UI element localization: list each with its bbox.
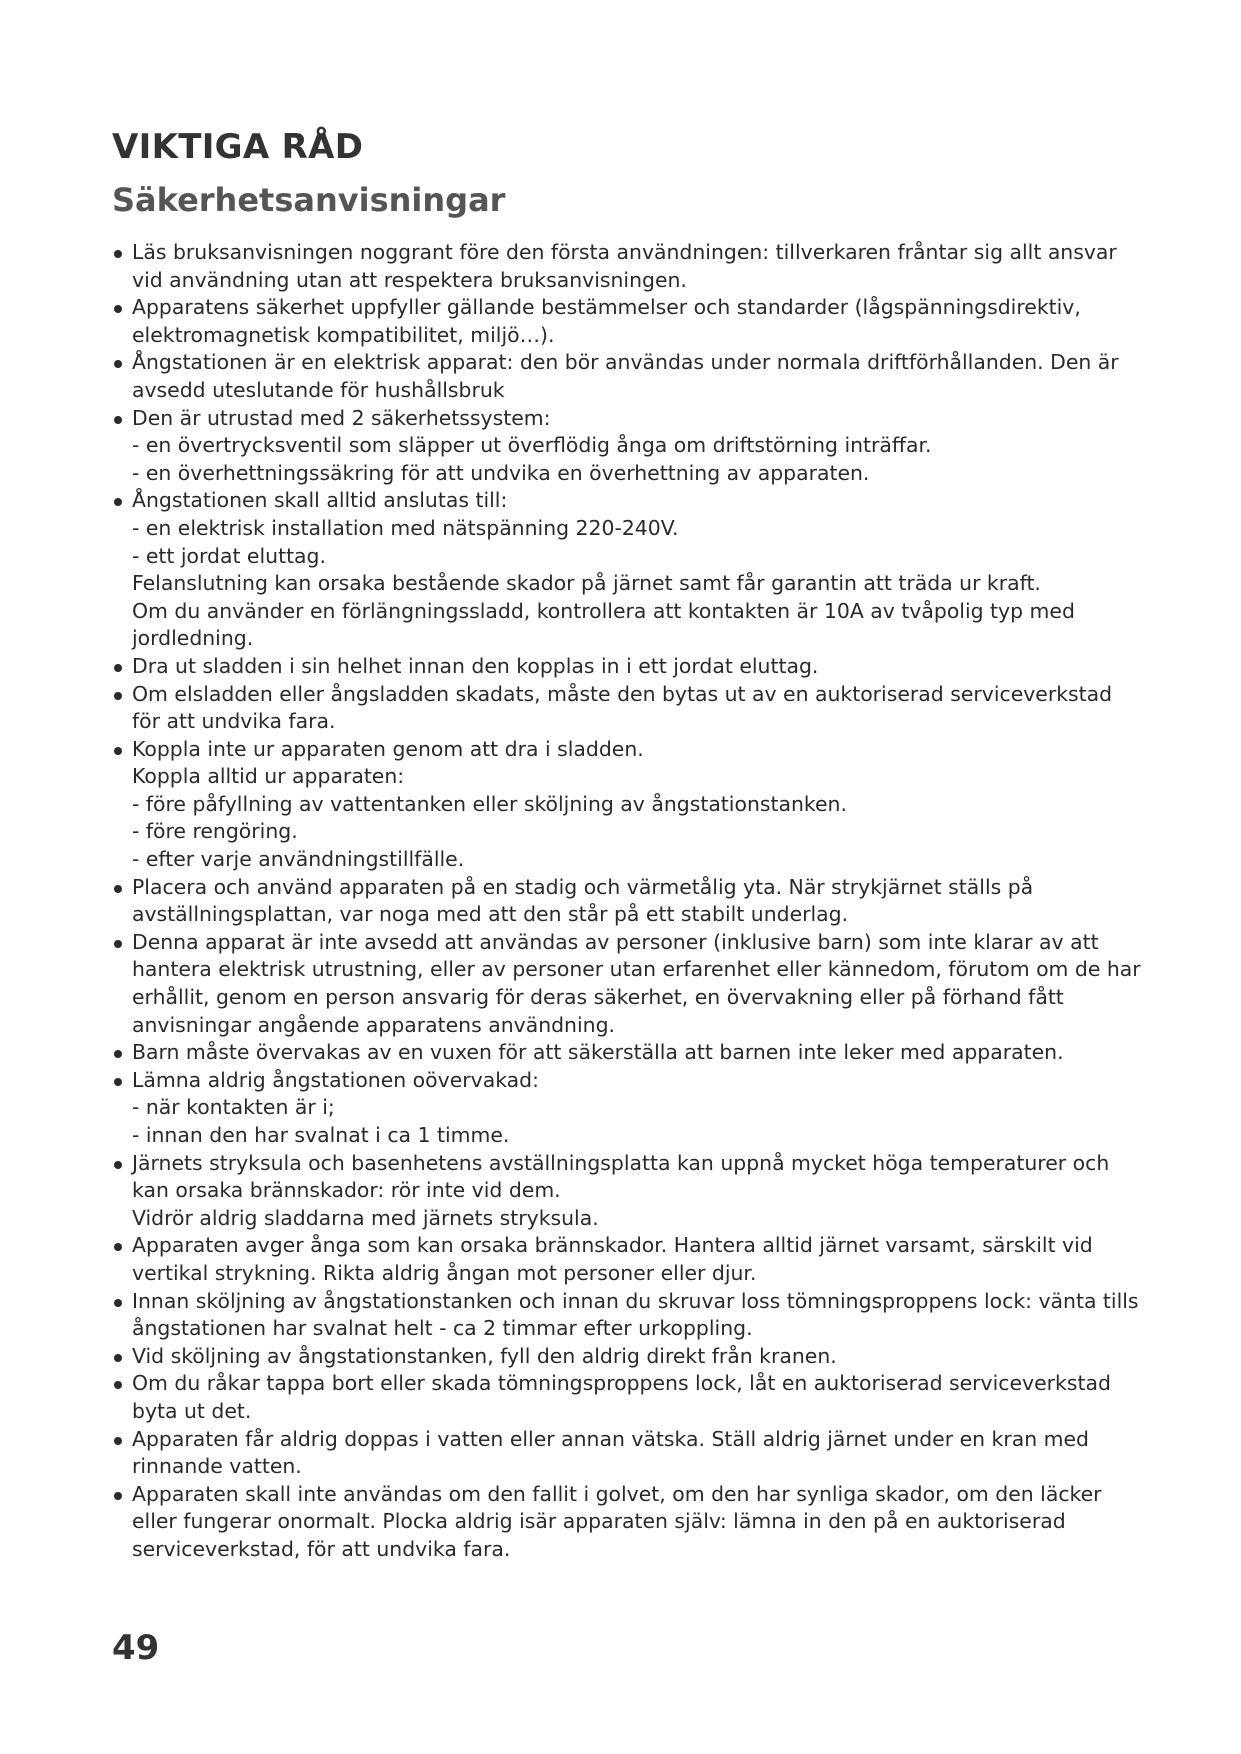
bullet-icon (114, 1161, 122, 1169)
bullet-icon (114, 1354, 122, 1362)
bullet-icon (114, 940, 122, 948)
list-item (112, 1343, 1142, 1371)
list-item-text: Ångstationen är en elektrisk apparat: den bör användas under normala driftförhållanden. Den är avsedd uteslutande för hushållsbruk (132, 350, 1119, 402)
list-item-text: Denna apparat är inte avsedd att användas av personer (inklusive barn) som inte klarar av att hantera elektrisk utrustning, eller av personer utan erfarenhet eller kännedom, förutom om de har erhållit, genom en person ansvarig för deras säkerhet, en övervakning eller på förhand fått anvisningar angående apparatens användning. (132, 929, 1141, 1037)
list-item-text: Järnets stryksula och basenhetens avställningsplatta kan uppnå mycket höga temperaturer och kan orsaka brännskador: rör inte vid dem. (132, 1150, 1110, 1203)
bullet-icon (114, 360, 122, 368)
list-item-text: - en övertrycksventil som släpper ut överflödig ånga om driftstörning inträffar. (132, 433, 932, 458)
list-item (112, 1426, 1142, 1481)
list-item-text: Om du råkar tappa bort eller skada tömningsproppens lock, låt en auktoriserad serviceverkstad byta ut det. (132, 1371, 1111, 1423)
bullet-icon (114, 1078, 122, 1086)
list-item-text: Läs bruksanvisningen noggrant före den första användningen: tillverkaren fråntar sig allt ansvar vid användning utan att respektera bruksanvisningen. (132, 240, 1117, 292)
list-item-text: Innan sköljning av ångstationstanken och innan du skruvar loss tömningsproppens lock: vänta tills ångstationen har svalnat helt - ca 2 timmar efter urkoppling. (132, 1288, 1139, 1341)
list-item-text: Barn måste övervakas av en vuxen för att säkerställa att barnen inte leker med apparaten. (132, 1040, 1064, 1065)
list-item-text: - en överhettningssäkring för att undvika en överhettning av apparaten. (132, 460, 870, 485)
list-item (112, 1039, 1142, 1067)
list-item-text: Vidrör aldrig sladdarna med järnets stryksula. (132, 1205, 599, 1230)
list-item (112, 653, 1142, 681)
list-item-text: Apparaten får aldrig doppas i vatten eller annan vätska. Ställ aldrig järnet under en kran med rinnande vatten. (132, 1426, 1089, 1479)
list-item-text: Placera och använd apparaten på en stadig och värmetålig yta. När strykjärnet ställs på avställningsplattan, var noga med att den står på ett stabilt underlag. (132, 874, 1034, 927)
list-item-text: - före rengöring. (132, 819, 298, 844)
list-item-text: Dra ut sladden i sin helhet innan den kopplas in i ett jordat eluttag. (132, 653, 819, 678)
list-item (112, 1232, 1142, 1287)
bullet-icon (114, 1243, 122, 1251)
bullet-icon (114, 747, 122, 755)
list-item-text: Om du använder en förlängningssladd, kontrollera att kontakten är 10A av tvåpolig typ med jordledning. (132, 598, 1075, 651)
list-item-text: Felanslutning kan orsaka bestående skador på järnet samt får garantin att träda ur kraft. (132, 571, 1041, 596)
safety-instructions-list (112, 239, 1142, 1564)
list-item (112, 681, 1142, 736)
list-item-text: Lämna aldrig ångstationen oövervakad: (132, 1067, 539, 1092)
list-item (112, 1481, 1142, 1564)
list-item-text: - ett jordat eluttag. (132, 543, 326, 568)
list-item-text: Apparatens säkerhet uppfyller gällande bestämmelser och standarder (lågspänningsdirektiv, elektromagnetisk kompatibilitet, miljö…). (132, 295, 1081, 347)
bullet-icon (114, 1050, 122, 1058)
list-item (112, 405, 1142, 488)
list-item-text: - innan den har svalnat i ca 1 timme. (132, 1123, 510, 1147)
bullet-icon (114, 250, 122, 258)
page-title: VIKTIGA RÅD (112, 127, 364, 167)
list-item (112, 1067, 1142, 1150)
bullet-icon (114, 885, 122, 893)
bullet-icon (114, 664, 122, 672)
list-item-text: Koppla inte ur apparaten genom att dra i sladden. (132, 736, 644, 761)
bullet-icon (114, 1381, 122, 1389)
bullet-icon (114, 1299, 122, 1307)
list-item (112, 736, 1142, 874)
list-item-text: - efter varje användningstillfälle. (132, 847, 465, 872)
list-item-text: - före påfyllning av vattentanken eller sköljning av ångstationstanken. (132, 791, 847, 816)
list-item-text: Om elsladden eller ångsladden skadats, måste den bytas ut av en auktoriserad serviceverkstad för att undvika fara. (132, 681, 1113, 734)
list-item (112, 1288, 1142, 1343)
bullet-icon (114, 1437, 122, 1445)
list-item-text: Vid sköljning av ångstationstanken, fyll den aldrig direkt från kranen. (132, 1343, 837, 1368)
list-item (112, 294, 1142, 349)
section-subtitle: Säkerhetsanvisningar (112, 181, 506, 219)
list-item (112, 874, 1142, 929)
list-item-text: - en elektrisk installation med nätspänning 220-240V. (132, 515, 679, 540)
list-item-text: Koppla alltid ur apparaten: (132, 764, 405, 789)
page-number: 49 (112, 1628, 160, 1668)
bullet-icon (114, 305, 122, 313)
list-item (112, 929, 1142, 1039)
list-item (112, 487, 1142, 653)
list-item-text: Den är utrustad med 2 säkerhetssystem: (132, 405, 551, 430)
list-item (112, 1370, 1142, 1425)
bullet-icon (114, 692, 122, 700)
bullet-icon (114, 498, 122, 506)
list-item-text: Apparaten avger ånga som kan orsaka brännskador. Hantera alltid järnet varsamt, särskilt vid vertikal strykning. Rikta aldrig ångan mot personer eller djur. (132, 1233, 1093, 1285)
list-item-text: Apparaten skall inte användas om den fallit i golvet, om den har synliga skador, om den läcker eller fungerar onormalt. Plocka aldrig isär apparaten själv: lämna in den på en auktoriserad serviceverkstad, för att undvika fara. (132, 1481, 1102, 1561)
bullet-icon (114, 416, 122, 424)
list-item (112, 349, 1142, 404)
bullet-icon (114, 1492, 122, 1500)
list-item-text: Ångstationen skall alltid anslutas till: (132, 488, 508, 513)
list-item-text: - när kontakten är i; (132, 1095, 335, 1120)
list-item (112, 239, 1142, 294)
list-item (112, 1150, 1142, 1233)
